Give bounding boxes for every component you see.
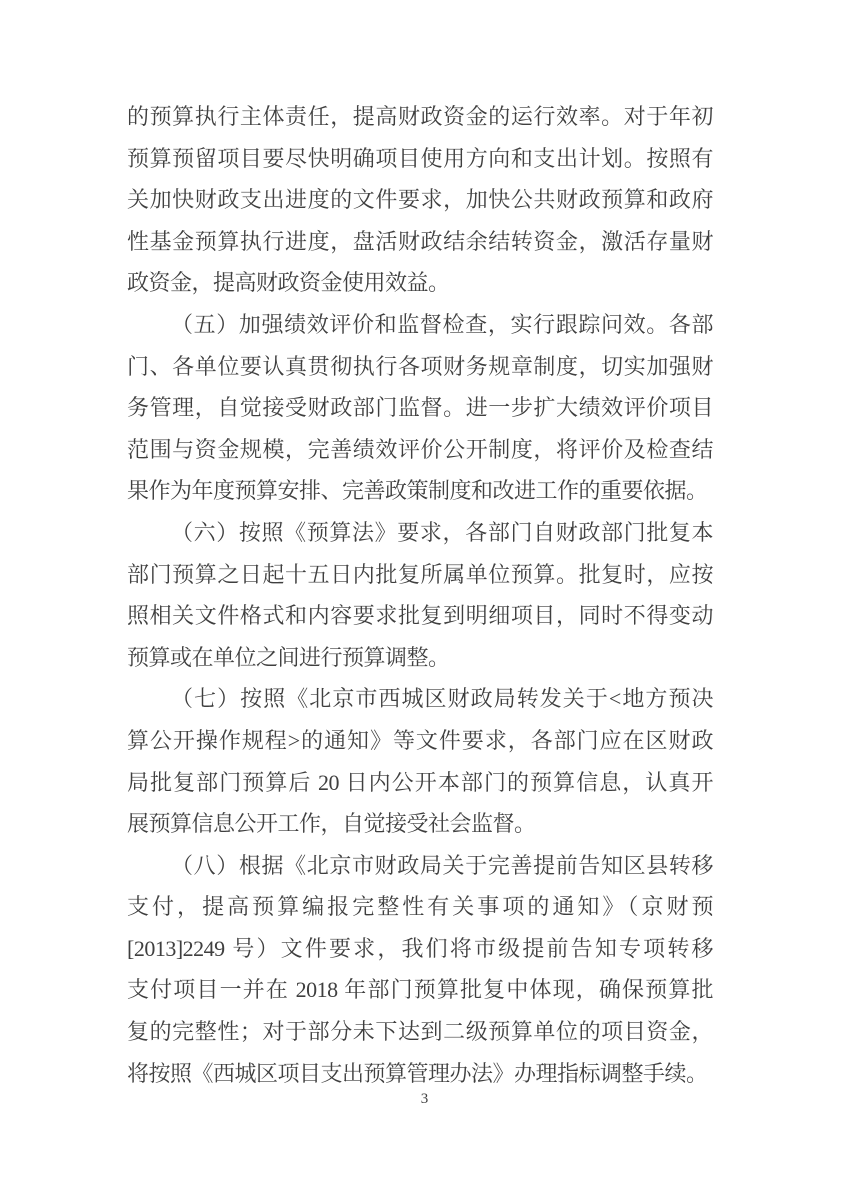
text-line: 性基金预算执行进度，盘活财政结余结转资金，激活存量财 bbox=[127, 228, 713, 254]
text-line: （六）按照《预算法》要求，各部门自财政部门批复本 bbox=[171, 519, 713, 545]
text-line: （七）按照《北京市西城区财政局转发关于<地方预决 bbox=[171, 686, 713, 712]
text-line: 局批复部门预算后 20 日内公开本部门的预算信息，认真开 bbox=[127, 769, 713, 795]
page-number: 3 bbox=[420, 1091, 429, 1107]
text-line: 支付项目一并在 2018 年部门预算批复中体现，确保预算批 bbox=[127, 977, 713, 1003]
text-line: 支付，提高预算编报完整性有关事项的通知》（京财预 bbox=[127, 894, 713, 920]
text-line: 照相关文件格式和内容要求批复到明细项目，同时不得变动 bbox=[127, 603, 713, 629]
text-line: [2013]2249 号）文件要求，我们将市级提前告知专项转移 bbox=[127, 935, 713, 961]
paragraph bbox=[127, 678, 713, 844]
text-line: 果作为年度预算安排、完善政策制度和改进工作的重要依据。 bbox=[127, 478, 708, 504]
text-line: 展预算信息公开工作，自觉接受社会监督。 bbox=[127, 811, 536, 837]
text-line: 预算预留项目要尽快明确项目使用方向和支出计划。按照有 bbox=[127, 145, 713, 171]
text-line: 范围与资金规模，完善绩效评价公开制度，将评价及检查结 bbox=[127, 436, 713, 462]
text-line: 务管理，自觉接受财政部门监督。进一步扩大绩效评价项目 bbox=[127, 395, 713, 421]
text-line: 将按照《西城区项目支出预算管理办法》办理指标调整手续。 bbox=[127, 1060, 708, 1086]
paragraph bbox=[127, 512, 713, 678]
text-line: （五）加强绩效评价和监督检查，实行跟踪问效。各部 bbox=[171, 311, 713, 337]
text-line: 复的完整性；对于部分未下达到二级预算单位的项目资金， bbox=[127, 1019, 713, 1045]
text-line: 政资金，提高财政资金使用效益。 bbox=[127, 270, 450, 296]
paragraph bbox=[127, 304, 713, 512]
paragraph bbox=[127, 845, 713, 1095]
text-line: 部门预算之日起十五日内批复所属单位预算。批复时，应按 bbox=[127, 561, 713, 587]
text-line: 的预算执行主体责任，提高财政资金的运行效率。对于年初 bbox=[127, 104, 713, 129]
document-body bbox=[127, 96, 713, 1094]
text-line: （八）根据《北京市财政局关于完善提前告知区县转移 bbox=[171, 852, 713, 878]
text-line: 预算或在单位之间进行预算调整。 bbox=[127, 644, 450, 670]
text-line: 门、各单位要认真贯彻执行各项财务规章制度，切实加强财 bbox=[127, 353, 713, 379]
text-line: 关加快财政支出进度的文件要求，加快公共财政预算和政府 bbox=[127, 187, 713, 213]
paragraph bbox=[127, 96, 713, 304]
text-line: 算公开操作规程>的通知》等文件要求，各部门应在区财政 bbox=[127, 727, 713, 753]
